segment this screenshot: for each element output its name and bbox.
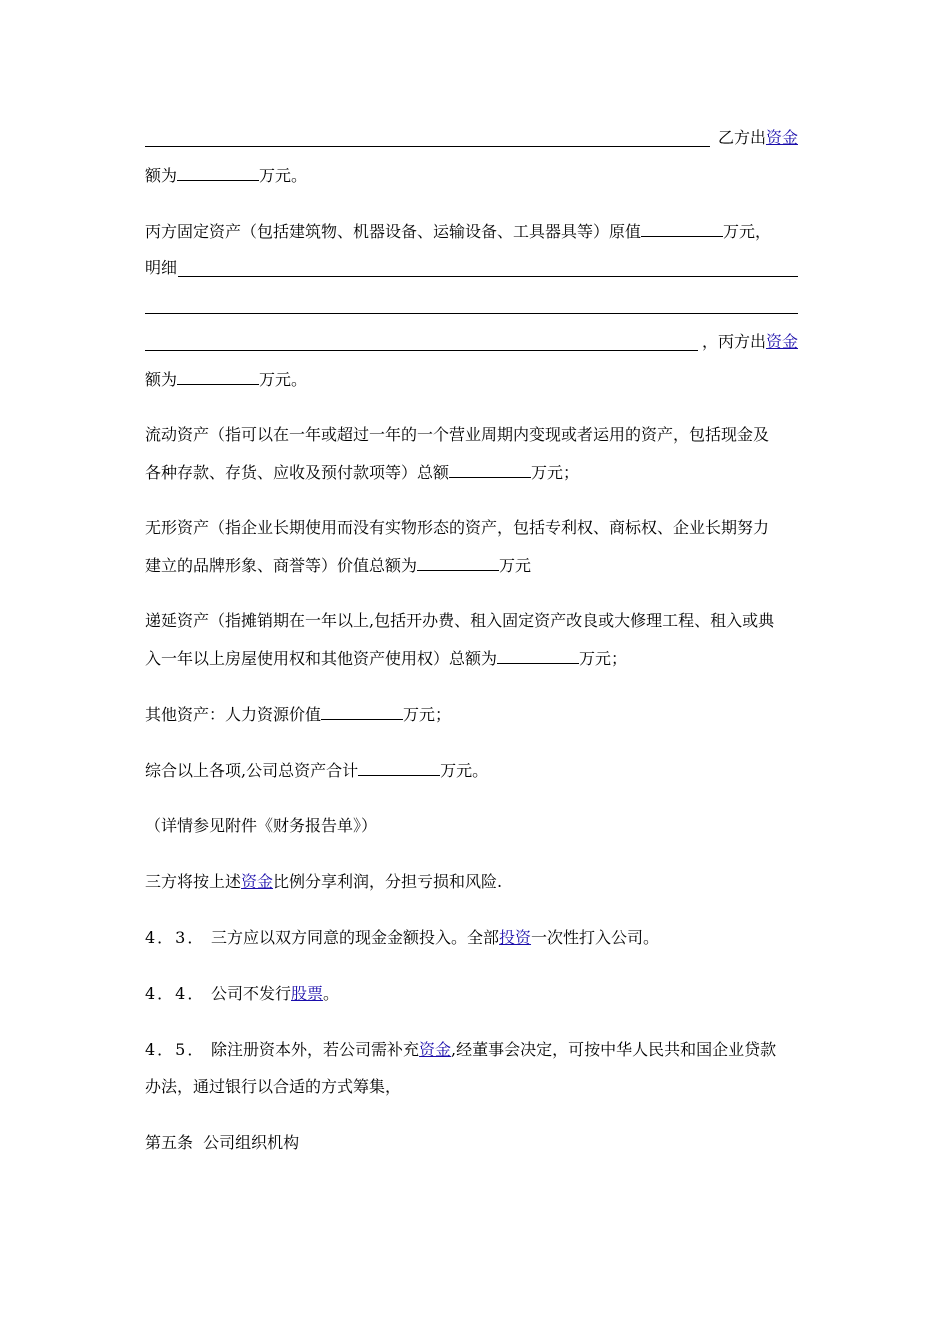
capital-link[interactable]: 资金 [241,872,274,891]
amount-unit: 万元 [499,556,532,575]
amount-unit: 万元； [403,705,452,724]
investment-link[interactable]: 投资 [499,928,532,947]
fill-line [178,276,798,277]
amount-blank [177,165,259,181]
bing-fixed-assets-line [145,221,771,242]
clause-4-4 [145,984,339,1004]
bing-detail-label: 明细 [145,258,178,277]
amount-blank [497,648,579,664]
fill-line [145,350,698,351]
amount-unit: 万元， [723,222,772,241]
amount-unit: 万元； [579,649,628,668]
clause-4-5 [145,1040,776,1060]
clause-number: 4．5． [145,1040,206,1059]
clause-text-2: 。 [323,984,340,1003]
total-assets-text: 综合以上各项,公司总资产合计 [145,761,359,780]
profit-share-text: 三方将按上述 [145,872,242,891]
amount-label: 额为 [145,166,178,185]
amount-blank [641,221,723,237]
clause-4-5-line-2: 办法，通过银行以合适的方式筹集， [145,1077,402,1096]
amount-blank [177,369,259,385]
amount-unit: 万元。 [259,370,308,389]
clause-number: 4．3． [145,928,206,947]
bing-contribution-line [702,332,798,352]
clause-text: 除注册资本外，若公司需补充 [211,1040,420,1059]
amount-unit: 万元； [531,463,580,482]
current-assets-text: 各种存款、存货、应收及预付款项等）总额 [145,463,450,482]
intangible-assets-line-1: 无形资产（指企业长期使用而没有实物形态的资产，包括专利权、商标权、企业长期努力 [145,518,770,537]
clause-text: 公司不发行 [211,984,292,1003]
clause-text: 三方应以双方同意的现金金额投入。全部 [211,928,500,947]
clause-4-3 [145,928,659,948]
clause-text-2: 一次性打入公司。 [531,928,660,947]
intangible-assets-line-2 [145,555,531,576]
bing-intro-text: 丙方固定资产（包括建筑物、机器设备、运输设备、工具器具等）原值 [145,222,642,241]
deferred-assets-line-1: 递延资产（指摊销期在一年以上,包括开办费、租入固定资产改良或大修理工程、租入或典 [145,611,775,630]
fill-line [145,313,798,314]
current-assets-line-2 [145,462,579,483]
fill-line [145,146,710,147]
profit-share-text-2: 比例分享利润，分担亏损和风险. [273,872,503,891]
deferred-assets-line-2 [145,648,627,669]
profit-share-line [145,872,502,892]
amount-blank [358,760,440,776]
attachment-note: （详情参见附件《财务报告单》） [145,816,378,835]
clause-number: 4．4． [145,984,206,1003]
clause-text-2: ,经董事会决定，可按中华人民共和国企业贷款 [451,1040,777,1059]
yi-contribution-line [718,128,798,148]
capital-link[interactable]: 资金 [419,1040,452,1059]
yi-amount-line [145,165,307,186]
bing-amount-line [145,369,307,390]
amount-blank [449,462,531,478]
yi-text: 乙方出 [717,128,766,147]
total-assets-line [145,760,488,781]
amount-label: 额为 [145,370,178,389]
amount-unit: 万元。 [440,761,489,780]
capital-link[interactable]: 资金 [765,332,798,351]
capital-link[interactable]: 资金 [765,128,798,147]
amount-blank [417,555,499,571]
deferred-assets-text: 入一年以上房屋使用权和其他资产使用权）总额为 [145,649,498,668]
stock-link[interactable]: 股票 [291,984,324,1003]
section-heading: 第五条 公司组织机构 [145,1133,300,1152]
other-assets-line [145,704,451,725]
current-assets-line-1: 流动资产（指可以在一年或超过一年的一个营业周期内变现或者运用的资产，包括现金及 [145,425,770,444]
amount-unit: 万元。 [259,166,308,185]
other-assets-text: 其他资产：人力资源价值 [145,705,322,724]
intangible-assets-text: 建立的品牌形象、商誉等）价值总额为 [145,556,418,575]
bing-text: ，丙方出 [701,332,766,351]
amount-blank [321,704,403,720]
